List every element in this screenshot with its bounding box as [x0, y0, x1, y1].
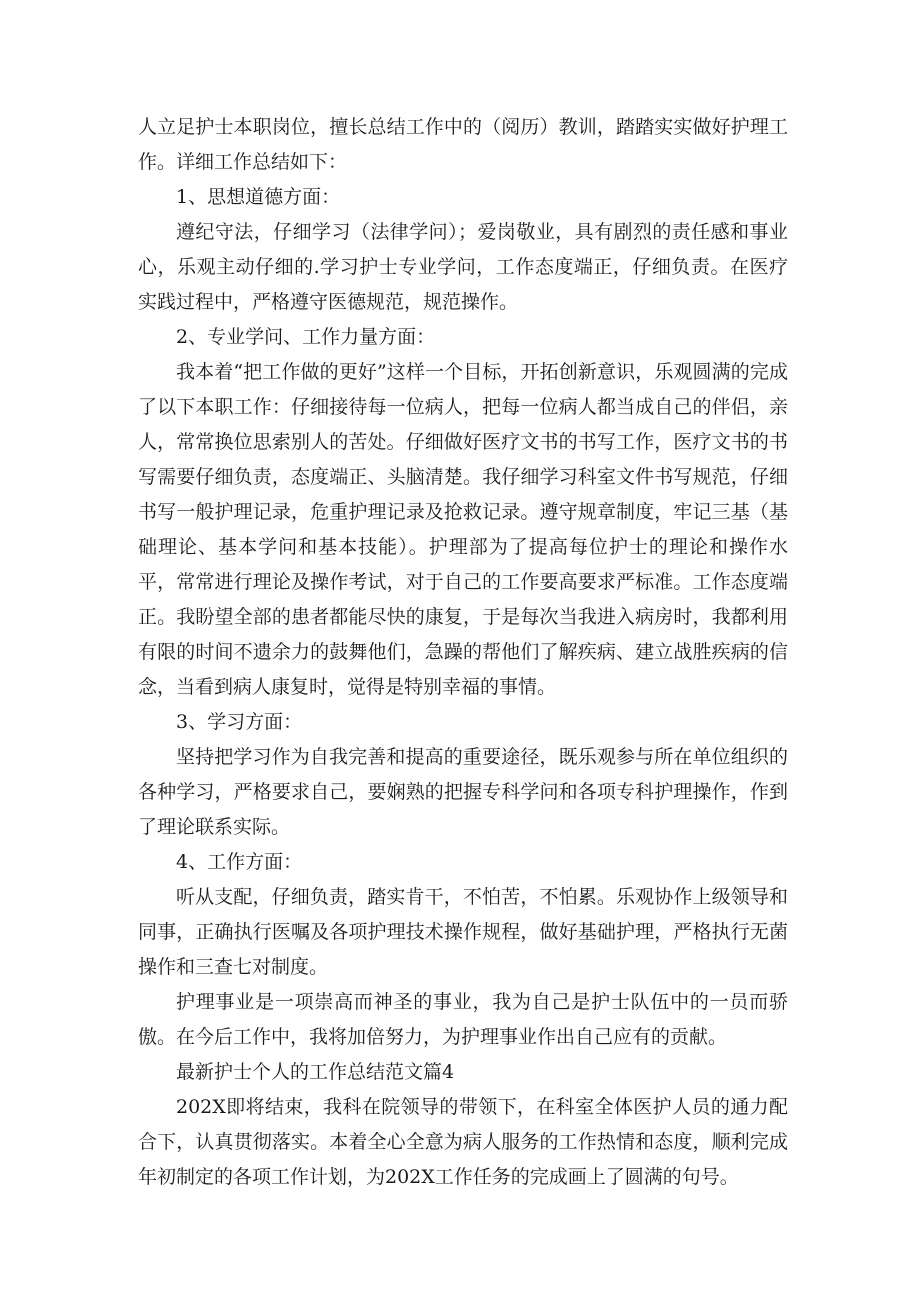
paragraph-year-summary: 202X即将结束，我科在院领导的带领下，在科室全体医护人员的通力配合下，认真贯彻落实。本着全心全意为病人服务的工作热情和态度，顺利完成年初制定的各项工作计划，为202X工作任务的完成画上了圆满的句号。	[138, 1096, 788, 1188]
paragraph-professional: 我本着“把工作做的更好”这样一个目标，开拓创新意识，乐观圆满的完成了以下本职工作：仔细接待每一位病人，把每一位病人都当成自己的伴侣，亲人，常常换位思索别人的苦处。仔细做好医疗文书的书写工作，医疗文书的书写需要仔细负责，态度端正、头脑清楚。我仔细学习科室文件书写规范，仔细书写一般护理记录，危重护理记录及抢救记录。遵守规章制度，牢记三基（基础理论、基本学问和基本技能）。护理部为了提高每位护士的理论和操作水平，常常进行理论及操作考试，对于自己的工作要高要求严标准。工作态度端正。我盼望全部的患者都能尽快的康复，于是每次当我进入病房时，我都利用有限的时间不遗余力的鼓舞他们，急躁的帮他们了解疾病、建立战胜疾病的信念，当看到病人康复时，觉得是特别幸福的事情。	[138, 361, 788, 698]
paragraph-intro-continued: 人立足护士本职岗位，擅长总结工作中的（阅历）教训，踏踏实实做好护理工作。详细工作总结如下：	[138, 116, 788, 173]
paragraph-ideology: 遵纪守法，仔细学习（法律学问）；爱岗敬业，具有剧烈的责任感和事业心，乐观主动仔细的.学习护士专业学问，工作态度端正，仔细负责。在医疗实践过程中，严格遵守医德规范，规范操作。	[138, 221, 788, 313]
paragraph-work: 听从支配，仔细负责，踏实肯干，不怕苦，不怕累。乐观协作上级领导和同事，正确执行医嘱及各项护理技术操作规程，做好基础护理，严格执行无菌操作和三查七对制度。	[138, 886, 788, 978]
article-title-4: 最新护士个人的工作总结范文篇4	[176, 1061, 455, 1083]
section-heading-professional: 2、专业学问、工作力量方面：	[176, 326, 436, 348]
paragraph-nursing-career: 护理事业是一项崇高而神圣的事业，我为自己是护士队伍中的一员而骄傲。在今后工作中，我将加倍努力，为护理事业作出自己应有的贡献。	[138, 991, 788, 1048]
section-heading-ideology: 1、思想道德方面：	[176, 186, 341, 208]
section-heading-study: 3、学习方面：	[176, 711, 303, 733]
document-body	[138, 110, 788, 1195]
section-heading-work: 4、工作方面：	[176, 851, 303, 873]
paragraph-study: 坚持把学习作为自我完善和提高的重要途径，既乐观参与所在单位组织的各种学习，严格要求自己，要娴熟的把握专科学问和各项专科护理操作，作到了理论联系实际。	[138, 746, 788, 838]
